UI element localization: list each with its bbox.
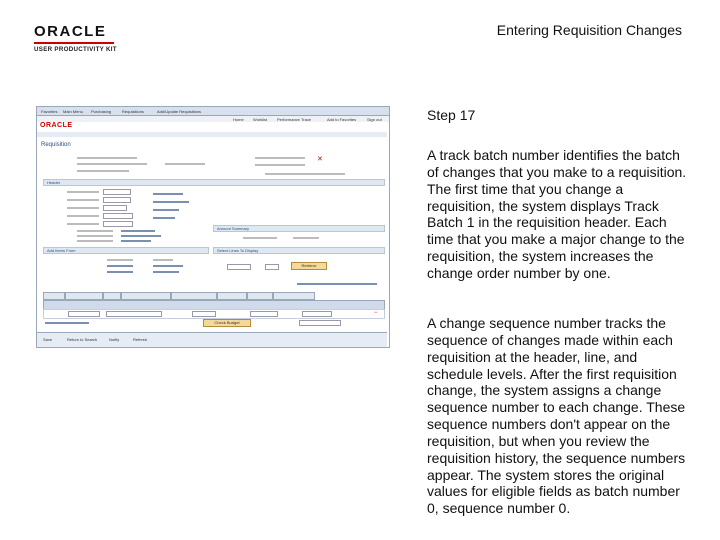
oracle-wordmark: ORACLE bbox=[34, 23, 107, 40]
shot-input bbox=[103, 205, 127, 211]
shot-input bbox=[302, 311, 332, 317]
shot-section-amount-label: Amount Summary bbox=[217, 226, 250, 231]
shot-link-line bbox=[107, 265, 133, 267]
shot-tab bbox=[103, 292, 121, 300]
shot-label-line bbox=[67, 207, 99, 209]
shot-link-line bbox=[153, 209, 179, 211]
shot-label-line bbox=[67, 223, 99, 225]
shot-menu-bar bbox=[37, 107, 389, 116]
shot-section-amount bbox=[213, 225, 385, 232]
shot-field-line bbox=[77, 170, 129, 172]
shot-row-delete-icon: − bbox=[374, 310, 378, 316]
shot-footer-return: Return to Search bbox=[67, 337, 98, 342]
shot-menu-purchasing: Purchasing bbox=[91, 109, 112, 114]
shot-footer-notify: Notify bbox=[109, 337, 120, 342]
shot-link-line bbox=[121, 230, 155, 232]
shot-link-signout: Sign out bbox=[367, 117, 382, 122]
shot-field-line bbox=[293, 237, 319, 239]
shot-footer-save: Save bbox=[43, 337, 53, 342]
application-screenshot bbox=[36, 106, 390, 348]
shot-input bbox=[106, 311, 162, 317]
shot-field-line bbox=[153, 259, 173, 261]
shot-link-home: Home bbox=[233, 117, 244, 122]
shot-label-line bbox=[67, 191, 99, 193]
shot-price-button bbox=[203, 319, 251, 327]
oracle-upk-logo bbox=[34, 24, 124, 53]
shot-footer-toolbar bbox=[37, 332, 387, 347]
shot-field-line bbox=[77, 235, 113, 237]
shot-tab bbox=[65, 292, 103, 300]
shot-select bbox=[299, 320, 341, 326]
shot-input bbox=[103, 213, 133, 219]
shot-top-links bbox=[37, 116, 389, 122]
shot-tab bbox=[273, 292, 315, 300]
shot-label-line bbox=[67, 215, 99, 217]
shot-link-worklist: Worklist bbox=[253, 117, 268, 122]
shot-field-line bbox=[165, 163, 205, 165]
shot-field-line bbox=[107, 259, 133, 261]
shot-link-line bbox=[153, 271, 179, 273]
shot-retrieve-label: Retrieve bbox=[301, 263, 317, 268]
step-number: Step 17 bbox=[427, 107, 476, 123]
shot-field-line bbox=[255, 157, 305, 159]
shot-link-line bbox=[107, 271, 133, 273]
shot-input bbox=[265, 264, 279, 270]
shot-tabs bbox=[43, 292, 383, 299]
shot-header-strip bbox=[37, 132, 387, 137]
step-paragraph-2: A change sequence number tracks the sequence of changes made within each requisition at the header, line, and schedule levels. After the first requisition change, the system assigns a change sequence number to each change. These sequence numbers don't appear on the requisition, but when you review the requisition history, the sequence numbers appear. The system stores the original values for eligible fields as batch number 0, sequence number 0. bbox=[427, 315, 686, 517]
shot-link-line bbox=[297, 283, 377, 285]
shot-footer-refresh: Refresh bbox=[133, 337, 148, 342]
shot-field-line bbox=[77, 163, 147, 165]
shot-label-line bbox=[67, 199, 99, 201]
shot-price-label: Check Budget bbox=[214, 320, 240, 325]
shot-input bbox=[68, 311, 100, 317]
shot-tab bbox=[121, 292, 171, 300]
shot-link-line bbox=[121, 235, 161, 237]
shot-section-header bbox=[43, 179, 385, 186]
shot-tab bbox=[171, 292, 217, 300]
logo-subtitle: USER PRODUCTIVITY KIT bbox=[34, 46, 117, 53]
shot-menu-add-update: Add/Update Requisitions bbox=[157, 109, 202, 114]
shot-input bbox=[192, 311, 216, 317]
shot-section-add-items-label: Add Items From bbox=[47, 248, 76, 253]
shot-menu-main: Main Menu bbox=[63, 109, 83, 114]
shot-link-line bbox=[153, 265, 183, 267]
shot-link-line bbox=[121, 240, 151, 242]
shot-tab bbox=[217, 292, 247, 300]
shot-section-lines bbox=[213, 247, 385, 254]
shot-page-title: Requisition bbox=[41, 142, 71, 148]
shot-menu-requisitions: Requisitions bbox=[122, 109, 144, 114]
step-paragraph-1: A track batch number identifies the batch of changes that you make to a requisition. The first time that you change a requisition, the system displays Track Batch 1 in the requisition header. Each time that you make a major change to the requisition, the system increases the change order number by one. bbox=[427, 147, 687, 281]
shot-section-lines-label: Select Lines To Display bbox=[217, 248, 259, 253]
shot-link-line bbox=[153, 217, 175, 219]
shot-input bbox=[250, 311, 278, 317]
shot-link-line bbox=[45, 322, 89, 324]
shot-link-favorites: Add to Favorites bbox=[327, 117, 357, 122]
shot-field-line bbox=[77, 230, 113, 232]
shot-tab bbox=[43, 292, 65, 300]
shot-field-line bbox=[77, 157, 137, 159]
shot-grid-row bbox=[43, 309, 385, 319]
shot-input bbox=[103, 221, 133, 227]
shot-tab bbox=[247, 292, 273, 300]
shot-delete-icon: ✕ bbox=[317, 156, 323, 163]
shot-menu-favorites: Favorites bbox=[41, 109, 58, 114]
shot-input bbox=[227, 264, 251, 270]
shot-link-line bbox=[153, 193, 183, 195]
shot-link-performance: Performance Trace bbox=[277, 117, 312, 122]
shot-section-header-label: Header bbox=[47, 180, 61, 185]
shot-field-line bbox=[265, 173, 345, 175]
shot-link-line bbox=[153, 201, 189, 203]
shot-field-line bbox=[243, 237, 277, 239]
shot-retrieve-button bbox=[291, 262, 327, 270]
shot-section-add-items bbox=[43, 247, 209, 254]
logo-divider bbox=[34, 42, 114, 44]
shot-field-line bbox=[77, 240, 113, 242]
shot-oracle-logo: ORACLE bbox=[40, 122, 73, 129]
shot-field-line bbox=[255, 164, 305, 166]
shot-input bbox=[103, 189, 131, 195]
shot-input bbox=[103, 197, 131, 203]
document-title: Entering Requisition Changes bbox=[496, 22, 682, 38]
